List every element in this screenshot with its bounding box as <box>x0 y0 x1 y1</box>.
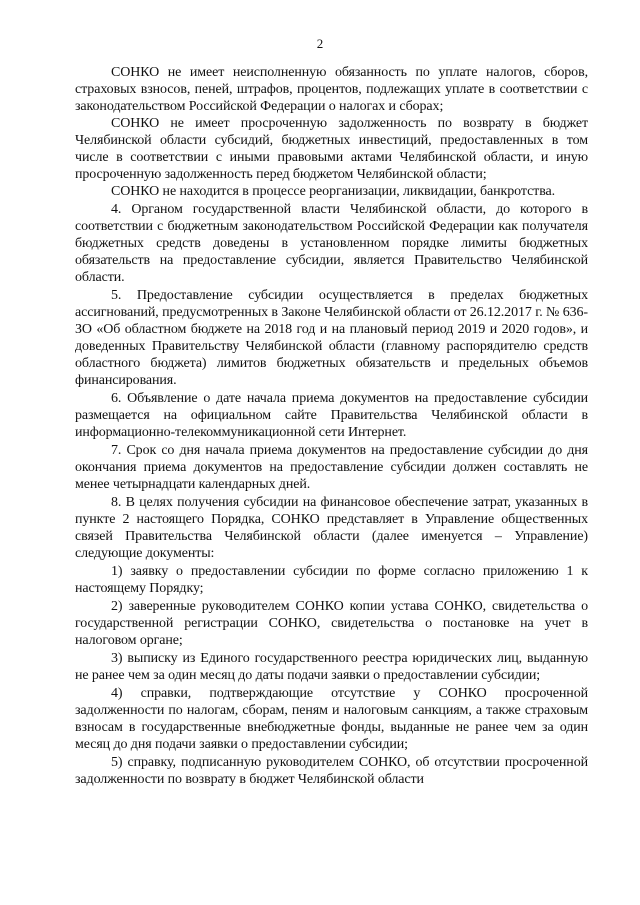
paragraph-item-8: 8. В целях получения субсидии на финансовое обеспечение затрат, указанных в пункте 2 настоящего Порядка, СОНКО представляет в Управление общественных связей Правительства Челябинской области (далее именуется – Управление) следующие документы: <box>75 495 588 561</box>
paragraph-subitem-5: 5) справку, подписанную руководителем СОНКО, об отсутствии просроченной задолженности по возврату в бюджет Челябинской области <box>75 755 588 787</box>
page-number: 2 <box>316 36 324 51</box>
paragraph-item-6: 6. Объявление о дате начала приема документов на предоставление субсидии размещается на официальном сайте Правительства Челябинской области в информационно-телекоммуникационной сети Интернет. <box>75 391 588 440</box>
paragraph-overdue-debt: СОНКО не имеет просроченную задолженность по возврату в бюджет Челябинской области субсидий, бюджетных инвестиций, предоставленных в том числе в соответствии с иными правовыми актами Челябинской области, и иную просроченную задолженность перед бюджетом Челябинской области; <box>75 116 588 182</box>
paragraph-subitem-4: 4) справки, подтверждающие отсутствие у СОНКО просроченной задолженности по налогам, сборам, пеням и налоговым санкциям, а также страховым взносам в государственные внебюджетные фонды, выданные не ранее чем за один месяц до дня подачи заявки о предоставлении субсидии; <box>75 686 588 752</box>
paragraph-tax-obligations: СОНКО не имеет неисполненную обязанность по уплате налогов, сборов, страховых взносов, пеней, штрафов, процентов, подлежащих уплате в соответствии с законодательством Российской Федерации о налогах и сборах; <box>75 65 588 114</box>
paragraph-reorganization: СОНКО не находится в процессе реорганизации, ликвидации, банкротства. <box>111 184 556 199</box>
paragraph-item-4: 4. Органом государственной власти Челябинской области, до которого в соответствии с бюджетным законодательством Российской Федерации как получателя бюджетных средств доведены в установленном порядке лимиты бюджетных обязательств на предоставление субсидии, является Правительство Челябинской области. <box>75 202 588 285</box>
paragraph-subitem-1: 1) заявку о предоставлении субсидии по форме согласно приложению 1 к настоящему Порядку; <box>75 564 588 596</box>
document-body <box>75 64 588 788</box>
paragraph-item-7: 7. Срок со дня начала приема документов на предоставление субсидии до дня окончания приема документов на предоставление субсидии должен составлять не менее четырнадцати календарных дней. <box>75 443 588 492</box>
paragraph-item-5: 5. Предоставление субсидии осуществляется в пределах бюджетных ассигнований, предусмотренных в Законе Челябинской области от 26.12.2017 г. № 636-ЗО «Об областном бюджете на 2018 год и на плановый период 2019 и 2020 годов», и доведенных Правительству Челябинской области (главному распорядителю средств областного бюджета) лимитов бюджетных обязательств и предельных объемов финансирования. <box>75 288 588 388</box>
paragraph-subitem-2: 2) заверенные руководителем СОНКО копии устава СОНКО, свидетельства о государственной регистрации СОНКО, свидетельства о постановке на учет в налоговом органе; <box>75 599 588 648</box>
paragraph-subitem-3: 3) выписку из Единого государственного реестра юридических лиц, выданную не ранее чем за один месяц до даты подачи заявки о предоставлении субсидии; <box>75 651 588 683</box>
